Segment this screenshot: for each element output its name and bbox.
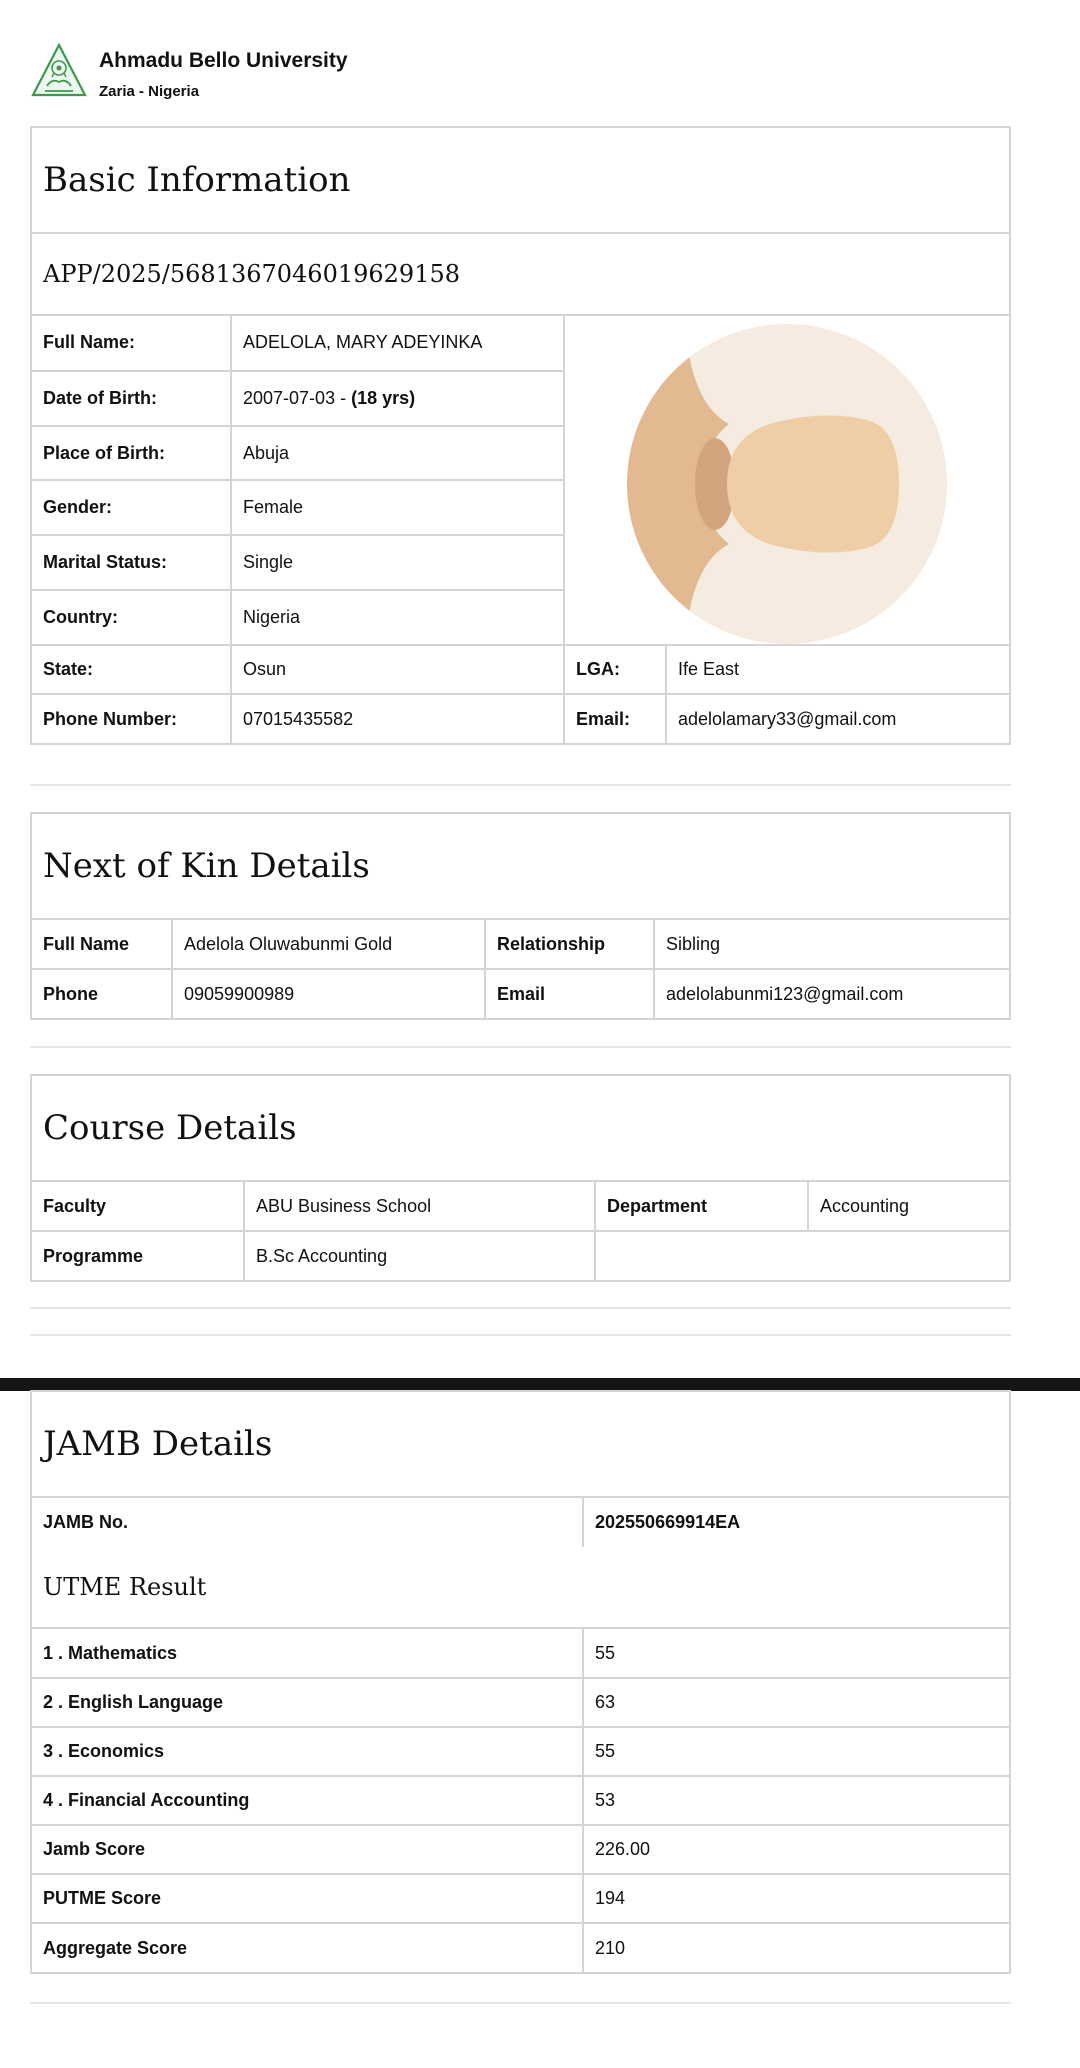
jamb-score-value: 226.00 — [583, 1825, 1009, 1874]
table-row — [32, 1825, 1009, 1874]
department-value: Accounting — [808, 1182, 1009, 1231]
table-row — [32, 969, 1009, 1018]
passport-photo-cell — [564, 316, 1009, 645]
lga-value: Ife East — [666, 645, 1009, 694]
gender-value: Female — [231, 480, 564, 535]
passport-photo — [627, 324, 947, 644]
date-of-birth-value — [231, 371, 564, 426]
next-of-kin-title: Next of Kin Details — [32, 814, 1009, 920]
programme-value: B.Sc Accounting — [244, 1231, 595, 1280]
subject-label: 3 . Economics — [32, 1727, 583, 1776]
course-details-card — [30, 1074, 1011, 1282]
university-location: Zaria - Nigeria — [99, 83, 200, 100]
country-value: Nigeria — [231, 590, 564, 645]
table-row — [32, 1678, 1009, 1727]
score-label: Aggregate Score — [32, 1923, 583, 1972]
section-divider — [30, 1334, 1011, 1336]
table-row — [32, 694, 1009, 743]
field-label: Programme — [32, 1231, 244, 1280]
course-details-table — [32, 1182, 1009, 1280]
subject-score: 55 — [583, 1629, 1009, 1678]
basic-information-title: Basic Information — [32, 128, 1009, 234]
subject-score: 63 — [583, 1678, 1009, 1727]
table-row — [32, 1498, 1009, 1547]
table-row — [32, 1923, 1009, 1972]
field-label: Full Name — [32, 920, 172, 969]
kin-phone-value: 09059900989 — [172, 969, 485, 1018]
next-of-kin-table — [32, 920, 1009, 1018]
subject-label: 2 . English Language — [32, 1678, 583, 1727]
field-label: Full Name: — [32, 316, 231, 371]
putme-score-value: 194 — [583, 1874, 1009, 1923]
field-label: LGA: — [564, 645, 666, 694]
table-row — [32, 645, 1009, 694]
field-label: Faculty — [32, 1182, 244, 1231]
jamb-details-title: JAMB Details — [32, 1392, 1009, 1498]
marital-status-value: Single — [231, 535, 564, 590]
subject-score: 55 — [583, 1727, 1009, 1776]
jamb-number-table — [32, 1498, 1009, 1547]
place-of-birth-value: Abuja — [231, 426, 564, 481]
field-label: Country: — [32, 590, 231, 645]
score-label: PUTME Score — [32, 1874, 583, 1923]
email-value: adelolamary33@gmail.com — [666, 694, 1009, 743]
section-divider — [30, 784, 1011, 786]
university-logo-icon — [30, 42, 88, 100]
application-id: APP/2025/5681367046019629158 — [32, 234, 1009, 316]
utme-result-title: UTME Result — [32, 1547, 1009, 1629]
table-row — [32, 1874, 1009, 1923]
field-label: Phone Number: — [32, 694, 231, 743]
aggregate-score-value: 210 — [583, 1923, 1009, 1972]
kin-relationship-value: Sibling — [654, 920, 1009, 969]
score-label: Jamb Score — [32, 1825, 583, 1874]
field-label: Department — [595, 1182, 808, 1231]
table-row — [32, 316, 1009, 371]
course-details-title: Course Details — [32, 1076, 1009, 1182]
basic-information-table — [32, 316, 1009, 743]
jamb-details-card — [30, 1390, 1011, 1974]
field-label: Email: — [564, 694, 666, 743]
utme-result-table — [32, 1629, 1009, 1972]
subject-label: 1 . Mathematics — [32, 1629, 583, 1678]
field-label: Date of Birth: — [32, 371, 231, 426]
faculty-value: ABU Business School — [244, 1182, 595, 1231]
section-divider — [30, 1046, 1011, 1048]
empty-cell — [595, 1231, 1009, 1280]
next-of-kin-card — [30, 812, 1011, 1020]
state-value: Osun — [231, 645, 564, 694]
table-row — [32, 1727, 1009, 1776]
field-label: Phone — [32, 969, 172, 1018]
field-label: Marital Status: — [32, 535, 231, 590]
full-name-value: ADELOLA, MARY ADEYINKA — [231, 316, 564, 371]
field-label: JAMB No. — [32, 1498, 583, 1547]
phone-value: 07015435582 — [231, 694, 564, 743]
section-divider — [30, 2002, 1011, 2004]
subject-label: 4 . Financial Accounting — [32, 1776, 583, 1825]
field-label: Gender: — [32, 480, 231, 535]
jamb-number-value: 202550669914EA — [583, 1498, 1009, 1547]
page-header — [30, 42, 630, 106]
field-label: Email — [485, 969, 654, 1018]
table-row — [32, 920, 1009, 969]
basic-information-card — [30, 126, 1011, 745]
field-label: Relationship — [485, 920, 654, 969]
table-row — [32, 1182, 1009, 1231]
table-row — [32, 1231, 1009, 1280]
field-label: Place of Birth: — [32, 426, 231, 481]
field-label: State: — [32, 645, 231, 694]
section-divider — [30, 1307, 1011, 1309]
date-of-birth-text: 2007-07-03 - — [243, 387, 352, 408]
table-row — [32, 1629, 1009, 1678]
kin-full-name-value: Adelola Oluwabunmi Gold — [172, 920, 485, 969]
age-text: (18 yrs) — [351, 387, 416, 408]
table-row — [32, 1776, 1009, 1825]
university-name: Ahmadu Bello University — [99, 49, 348, 72]
subject-score: 53 — [583, 1776, 1009, 1825]
kin-email-value: adelolabunmi123@gmail.com — [654, 969, 1009, 1018]
